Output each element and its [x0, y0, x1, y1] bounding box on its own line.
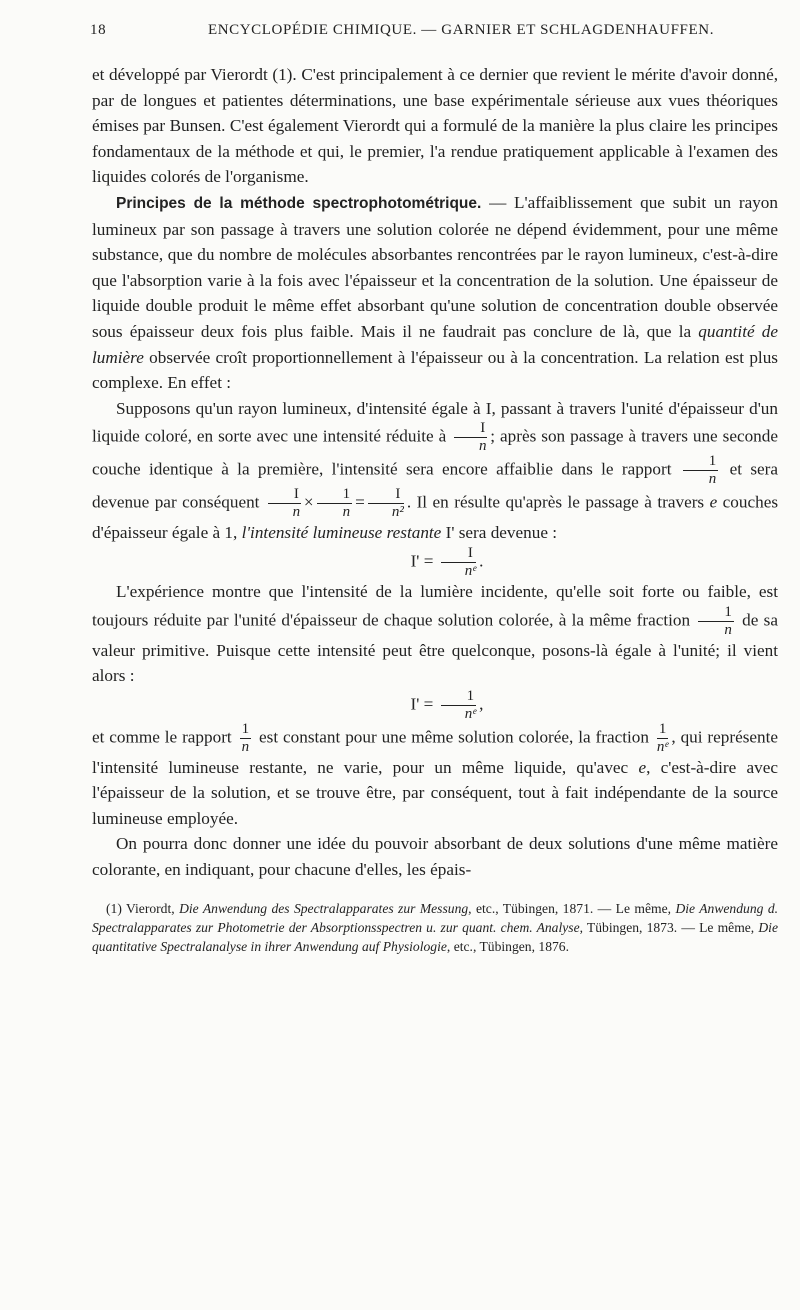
equation-1: I' = $\frac{I}{\text{nᵉ}}$ . — [410, 544, 484, 579]
paragraph-6: On pourra donc donner une idée du pouvoir absorbant de deux solutions d'une même matière colorante, en indiquant, pour chacune d'elles, les épais- — [92, 834, 778, 880]
paragraph-4: L'expérience montre que l'intensité de la lumière incidente, qu'elle soit forte ou faible, est toujours réduite par l'unité d'épaisseur de chaque solution colorée, à la même fraction $\frac{1}{n}$ de sa valeur primitive. Puisque cette intensité peut être quelconque, posons-là égale à l'unité; il vient alors : — [92, 581, 778, 686]
fraction-1-over-n: $\frac{1}{n}$ — [317, 487, 353, 520]
fraction-1-over-n: $\frac{1}{n}$ — [698, 605, 734, 638]
fraction-I-over-n: $\frac{I}{n}$ — [268, 487, 301, 520]
fraction-1-over-n-e: $\frac{1}{\text{nᵉ}}$ — [656, 720, 669, 755]
footnotes — [92, 899, 778, 957]
paragraph-3: Supposons qu'un rayon lumineux, d'intensité égale à I, passant à travers l'unité d'épaisseur d'un liquide coloré, en sorte avec une intensité réduite à $\frac{I}{n}$ ; après son passage à travers une seconde couche identique à la première, l'intensité sera encore affaiblie dans le rapport $\frac{1}{n}$ et sera devenue par conséquent $\frac{I}{n}$ × $\frac{1}{n}$ = $\frac{I}{\text{n²}}$ . Il en résulte qu'après le passage à travers e couches d'épaisseur égale à 1, l'intensité lumineuse restante I' sera devenue : — [92, 398, 779, 543]
fraction-I-over-n: $\frac{I}{n}$ — [454, 421, 487, 454]
paragraph-1: et développé par Vierordt (1). C'est principalement à ce dernier que revient le mérite d'avoir donné, par de longues et patientes déterminations, une base expérimentale sérieuse aux vues théoriques émises par Bunsen. C'est également Vierordt qui a formulé de la manière la plus claire les principes fondamentaux de la méthode et qui, le premier, l'a rendue pratiquement applicable à l'examen des liquides colorés de l'organisme. — [92, 65, 778, 187]
fraction-1-over-n: $\frac{1}{n}$ — [683, 454, 719, 487]
fraction-1-over-n-e: $\frac{1}{\text{nᵉ}}$ — [441, 689, 477, 722]
fraction-I-over-n-e: $\frac{I}{\text{nᵉ}}$ — [441, 546, 476, 579]
fraction-I-over-n-squared: $\frac{I}{\text{n²}}$ — [368, 487, 404, 520]
paragraph-5: et comme le rapport $\frac{1}{n}$ est constant pour une même solution colorée, la fraction $\frac{1}{\text{nᵉ}}$ , qui représente l'intensité lumineuse restante, ne varie, pour un même liquide, qu'avec e, c'est-à-dire avec l'épaisseur de la solution, et se trouve être, par conséquent, tout à fait indépendante de la source lumineuse employée. — [92, 720, 779, 828]
equation-2: I' = $\frac{1}{\text{nᵉ}}$ , — [410, 687, 484, 722]
running-title: ENCYCLOPÉDIE CHIMIQUE. — GARNIER ET SCHLAGDENHAUFFEN. — [207, 22, 715, 38]
section-heading: Principes de la méthode spectrophotométrique. — [116, 194, 482, 212]
running-header — [92, 22, 778, 44]
page-number: 18 — [90, 22, 107, 38]
paragraph-2: Principes de la méthode spectrophotométrique. — L'affaiblissement que subit un rayon lumineux par son passage à travers une solution colorée ne dépend évidemment, pour une même substance, que du nombre de molécules absorbantes rencontrées par le rayon lumineux, c'est-à-dire que l'absorption varie à la fois avec l'épaisseur et la concentration de la solution. Une épaisseur de liquide double produit le même effet absorbant qu'une solution de concentration double observée sous épaisseur deux fois plus faible. Mais il ne faudrait pas conclure de là, que la quantité de lumière observée croît proportionnellement à l'épaisseur ou à la concentration. La relation est plus complexe. En effet : — [92, 192, 778, 393]
footnote-1: (1) Vierordt, Die Anwendung des Spectralapparates zur Messung, etc., Tübingen, 1871. — Le même, Die Anwendung d. Spectralapparates zur Photometrie der Absorptionsspectren u. zur quant. chem. Analyse, Tübingen, 1873. — Le même, Die quantitative Spectralanalyse in ihrer Anwendung auf Physiologie, etc., Tübingen, 1876. — [92, 900, 779, 955]
fraction-1-over-n: $\frac{1}{n}$ — [241, 720, 250, 755]
body-text — [92, 62, 778, 883]
